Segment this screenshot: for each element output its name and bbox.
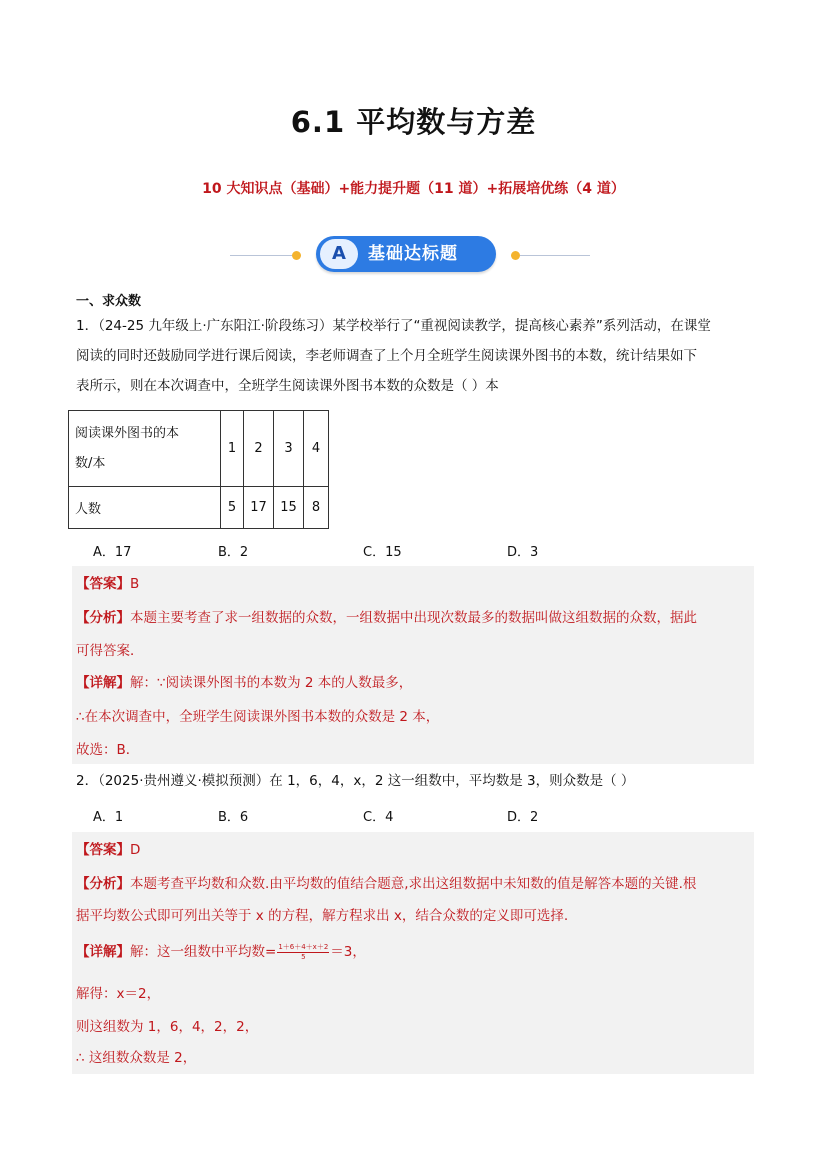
section-banner [230,234,590,274]
question-2 [76,766,756,796]
page-subtitle: 10 大知识点（基础）+能力提升题（11 道）+拓展培优练（4 道） [202,181,625,197]
question-2-answer-box [72,832,754,1074]
detail-line-1: 【详解】解：∵阅读课外图书的本数为 2 本的人数最多， [76,675,413,691]
detail-line-4: ∴ 这组数众数是 2， [76,1050,197,1066]
answer-value: D [130,842,141,858]
detail-line-2: ∴在本次调查中，全班学生阅读课外图书本数的众数是 2 本， [76,709,440,725]
question-1-answer-box [72,566,754,764]
table-row [69,487,329,529]
detail-line-3: 则这组数为 1，6，4，2，2， [76,1019,259,1035]
banner-left-dot [292,251,301,260]
analysis-line-1: 【分析】本题考查平均数和众数.由平均数的值结合题意,求出这组数据中未知数的值是解答本题的关键.根 [76,876,697,892]
question-2-line-1: 2．（2025·贵州遵义·模拟预测）在 1，6，4，x，2 这一组数中，平均数是 3，则众数是（ ） [76,773,635,789]
table-header-cell: 阅读课外图书的本 数/本 [69,411,221,487]
choice-b: B．6 [218,810,249,825]
banner-right-dot [511,251,520,260]
analysis-line-2: 可得答案． [76,643,144,659]
table-cell: 17 [244,487,274,529]
banner-label: 基础达标题 [368,244,458,264]
answer-tag: 【答案】 [76,576,130,592]
page-title: 6.1 平均数与方差 [290,105,537,139]
table-cell: 5 [221,487,244,529]
choice-d: D．2 [507,810,539,825]
detail-tag: 【详解】 [76,944,130,960]
question-1 [76,311,756,401]
table-cell: 3 [274,411,304,487]
answer-tag: 【答案】 [76,842,130,858]
question-1-table [68,410,329,529]
question-1-line-3: 表所示，则在本次调查中，全班学生阅读课外图书本数的众数是（ ）本 [76,378,499,394]
fraction-numerator: 1＋6＋4＋x＋2 [278,942,329,951]
question-1-line-1: 1．（24-25 九年级上·广东阳江·阶段练习）某学校举行了“重视阅读教学，提高核心素养”系列活动，在课堂 [76,318,711,334]
answer-line [76,838,140,858]
detail-line-3: 故选：B． [76,742,140,758]
choice-a: A．1 [93,810,124,825]
detail-line-2: 解得：x＝2， [76,986,161,1002]
analysis-tag: 【分析】 [76,876,130,892]
banner-pill [316,236,496,272]
analysis-line-1: 【分析】本题主要考查了求一组数据的众数，一组数据中出现次数最多的数据叫做这组数据的众数，据此 [76,610,697,626]
answer-value: B [130,576,140,592]
table-cell: 8 [304,487,329,529]
choice-c: C．4 [363,810,394,825]
table-header-cell: 人数 [69,487,221,529]
choice-d: D．3 [507,545,539,560]
table-row [69,411,329,487]
table-cell: 15 [274,487,304,529]
fraction-denominator: 5 [301,952,306,961]
section-heading: 一、求众数 [76,294,142,309]
banner-badge: A [320,239,358,269]
table-cell: 2 [244,411,274,487]
detail-tag: 【详解】 [76,675,130,691]
banner-left-line [230,255,292,256]
answer-line [76,572,139,592]
detail-line-1: 【详解】解：这一组数中平均数= $\frac{1+6+4+x+2}{5}$ ＝3， [76,942,366,961]
analysis-line-2: 据平均数公式即可列出关等于 x 的方程，解方程求出 x，结合众数的定义即可选择. [76,908,569,924]
question-1-line-2: 阅读的同时还鼓励同学进行课后阅读，李老师调查了上个月全班学生阅读课外图书的本数，统计结果如下 [76,348,697,364]
choice-b: B．2 [218,545,249,560]
choice-a: A．17 [93,545,132,560]
banner-right-line [520,255,590,256]
table-cell: 1 [221,411,244,487]
average-fraction [277,943,329,962]
table-cell: 4 [304,411,329,487]
analysis-tag: 【分析】 [76,610,130,626]
choice-c: C．15 [363,545,402,560]
